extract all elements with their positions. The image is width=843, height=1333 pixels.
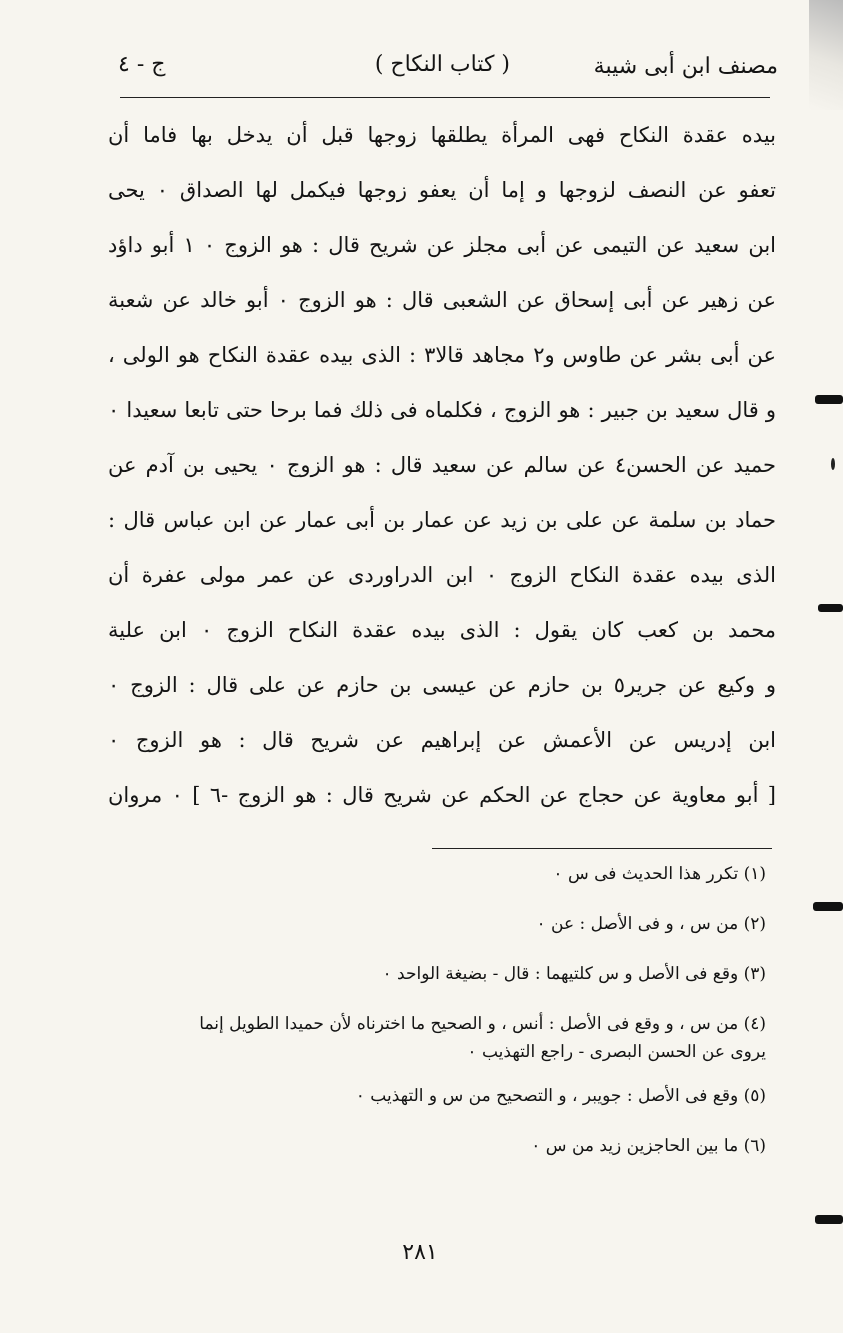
text-line: بيده عقدة النكاح فهى المرأة يطلقها زوجها قبل أن يدخل بها فاما أن xyxy=(108,123,776,147)
text-line: حميد عن الحسن٤ عن سالم عن سعيد قال : هو الزوج ٠ يحيى بن آدم عن xyxy=(108,453,776,477)
scan-mark xyxy=(818,604,843,612)
text-line: عن زهير عن أبى إسحاق عن الشعبى قال : هو الزوج ٠ أبو خالد عن شعبة xyxy=(108,288,776,312)
footnote-rule xyxy=(432,848,772,849)
footnote: (٢) من س ، و فى الأصل : عن ٠ xyxy=(536,914,766,934)
text-line: و قال سعيد بن جبير : هو الزوج ، فكلماه فى ذلك فما برحا حتى تابعا سعيدا ٠ xyxy=(108,398,776,422)
footnote: (٣) وقع فى الأصل و س كلتيهما : قال - بضيغة الواحد ٠ xyxy=(382,964,766,984)
footnote-line: يروى عن الحسن البصرى - راجع التهذيب ٠ xyxy=(467,1042,766,1062)
footnotes xyxy=(90,860,766,1182)
text-line: و وكيع عن جرير٥ بن حازم عن عيسى بن حازم عن على قال : الزوج ٠ xyxy=(108,673,776,697)
text-line: الذى بيده عقدة النكاح الزوج ٠ ابن الدراوردى عن عمر مولى عفرة أن xyxy=(108,563,776,587)
header-volume: ج - ٤ xyxy=(118,52,166,77)
scan-mark xyxy=(815,1215,843,1224)
footnote-line: (٤) من س ، و وقع فى الأصل : أنس ، و الصحيح ما اخترناه لأن حميدا الطويل إنما xyxy=(199,1014,766,1034)
scan-mark xyxy=(815,395,843,404)
scan-speck xyxy=(831,458,835,470)
page-header xyxy=(110,48,778,88)
text-line: عن أبى بشر عن طاوس و٢ مجاهد قالا٣ : الذى بيده عقدة النكاح هو الولى ، xyxy=(108,343,776,367)
header-book-title: ( كتاب النكاح ) xyxy=(374,52,510,77)
header-title: مصنف ابن أبى شيبة xyxy=(593,54,778,79)
text-line: حماد بن سلمة عن على بن زيد عن عمار بن أبى عمار عن ابن عباس قال : xyxy=(108,508,776,532)
footnote: (١) تكرر هذا الحديث فى س ٠ xyxy=(553,864,766,884)
text-line: محمد بن كعب كان يقول : الذى بيده عقدة النكاح الزوج ٠ ابن علية xyxy=(108,618,776,642)
text-line: ابن إدريس عن الأعمش عن إبراهيم عن شريح قال : هو الزوج ٠ xyxy=(108,728,776,752)
text-line: تعفو عن النصف لزوجها و إما أن يعفو زوجها فيكمل لها الصداق ٠ يحى xyxy=(108,178,776,202)
footnote xyxy=(90,1010,766,1066)
text-line: ابن سعيد عن التيمى عن أبى مجلز عن شريح قال : هو الزوج ٠ ١ أبو داؤد xyxy=(108,233,776,257)
main-text xyxy=(108,108,776,823)
text-line: [ أبو معاوية عن حجاج عن الحكم عن شريح قال : هو الزوج -٦ ] ٠ مروان xyxy=(108,783,776,807)
footnote: (٦) ما بين الحاجزين زيد من س ٠ xyxy=(531,1136,766,1156)
scan-mark xyxy=(813,902,843,911)
header-rule xyxy=(120,97,770,98)
page-number: ٢٨١ xyxy=(402,1240,438,1265)
scan-edge-shadow xyxy=(809,0,843,110)
footnote: (٥) وقع فى الأصل : جويبر ، و التصحيح من س و التهذيب ٠ xyxy=(355,1086,766,1106)
